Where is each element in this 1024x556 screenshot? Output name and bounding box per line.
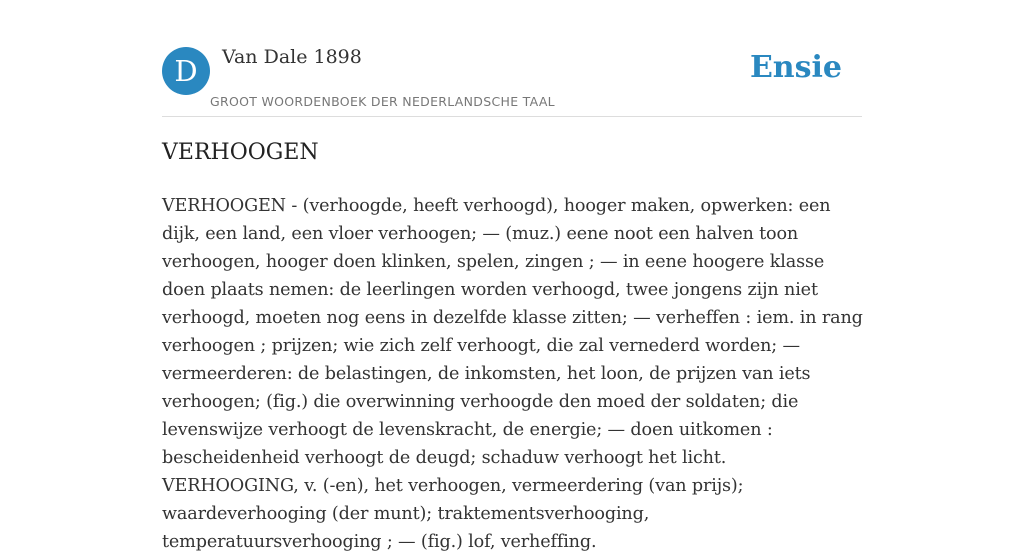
dictionary-logo[interactable]: D	[162, 47, 210, 95]
entry-headword: VERHOOGEN	[162, 140, 319, 165]
entry-definition: VERHOOGEN - (verhoogde, heeft verhoogd), hooger maken, opwerken: een dijk, een land, een vloer verhoogen; — (muz.) eene noot een halven toon verhoogen, hooger doen klinken, spelen, zingen ; — in eene hoogere klasse doen plaats nemen: de leerlingen worden verhoogd, twee jongens zijn niet verhoogd, moeten nog eens in dezelfde klasse zitten; — verheffen : iem. in rang verhoogen ; prijzen; wie zich zelf verhoogt, die zal vernederd worden; — vermeerderen: de belastingen, de inkomsten, het loon, de prijzen van iets verhoogen; (fig.) die overwinning verhoogde den moed der soldaten; die levenswijze verhoogt de levenskracht, de energie; — doen uitkomen : bescheidenheid verhoogt de deugd; schaduw verhoogt het licht. VERHOOGING, v. (-en), het verhoogen, vermeerdering (van prijs); waardeverhooging (der munt); traktementsverhooging, temperatuursverhooging ; — (fig.) lof, verheffing.	[162, 196, 863, 552]
page-container	[162, 0, 863, 552]
brand-logo[interactable]: Ensie	[749, 50, 842, 85]
dictionary-subtitle: GROOT WOORDENBOEK DER NEDERLANDSCHE TAAL	[210, 94, 555, 109]
header	[162, 0, 862, 117]
dictionary-title[interactable]: Van Dale 1898	[222, 46, 362, 68]
